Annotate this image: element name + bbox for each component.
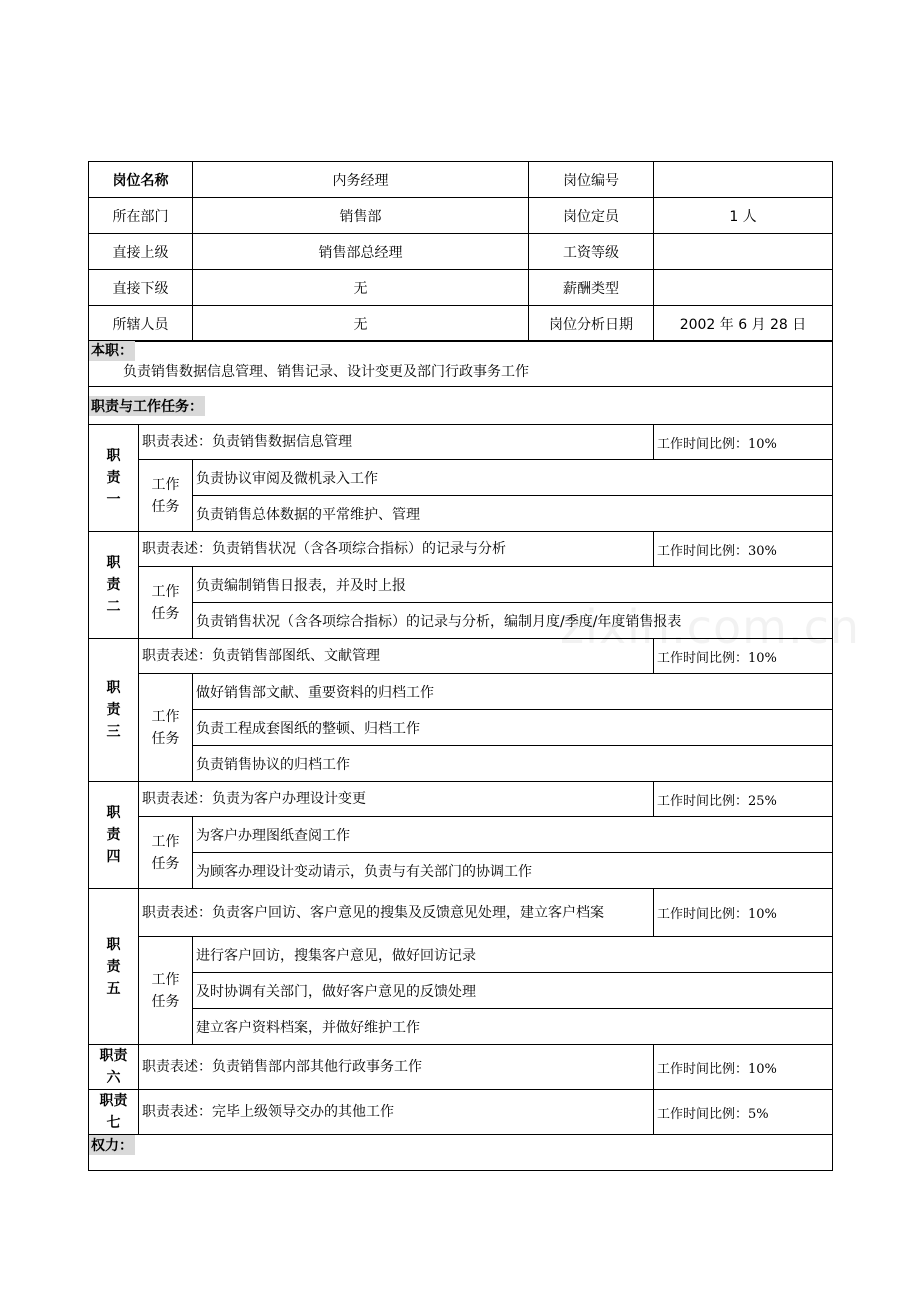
- info-row: [89, 198, 833, 234]
- benzhi-text: 负责销售数据信息管理、销售记录、设计变更及部门行政事务工作: [123, 364, 529, 380]
- task-item: 及时协调有关部门，做好客户意见的反馈处理: [193, 973, 833, 1009]
- task-row: [89, 853, 833, 889]
- task-header: 工作 任务: [139, 817, 193, 889]
- task-item: 负责协议审阅及微机录入工作: [193, 460, 833, 496]
- info-row: [89, 270, 833, 306]
- info-value: 无: [193, 306, 529, 342]
- task-header: 工作 任务: [139, 937, 193, 1045]
- info-value: 无: [193, 270, 529, 306]
- task-item: 负责工程成套图纸的整顿、归档工作: [193, 710, 833, 746]
- duty-desc-row: [89, 639, 833, 674]
- task-row: [89, 567, 833, 603]
- info-value-2: [654, 162, 833, 198]
- duty-description: 职责表述：负责销售部内部其他行政事务工作: [139, 1045, 654, 1090]
- duty-label: 职责 六: [89, 1045, 139, 1090]
- task-row: [89, 1009, 833, 1045]
- duty-label: 职责 七: [89, 1090, 139, 1135]
- duty-description: 职责表述：完毕上级领导交办的其他工作: [139, 1090, 654, 1135]
- info-label: 所辖人员: [89, 306, 193, 342]
- task-row: [89, 674, 833, 710]
- task-item: 负责编制销售日报表，并及时上报: [193, 567, 833, 603]
- info-value-2: [654, 234, 833, 270]
- time-ratio: 工作时间比例：10%: [654, 1045, 833, 1090]
- duty-label: 职 责 五: [89, 889, 139, 1045]
- info-value: 销售部: [193, 198, 529, 234]
- task-item: 做好销售部文献、重要资料的归档工作: [193, 674, 833, 710]
- info-row: [89, 162, 833, 198]
- task-row: [89, 746, 833, 782]
- duties-header-row: [89, 387, 833, 425]
- task-header: 工作 任务: [139, 460, 193, 532]
- duties-header-cell: [89, 387, 833, 425]
- time-ratio: 工作时间比例：10%: [654, 889, 833, 937]
- task-item: 负责销售状况（含各项综合指标）的记录与分析，编制月度/季度/年度销售报表: [193, 603, 833, 639]
- task-item: 为顾客办理设计变动请示，负责与有关部门的协调工作: [193, 853, 833, 889]
- duty-label: 职 责 二: [89, 532, 139, 639]
- info-value: 销售部总经理: [193, 234, 529, 270]
- task-row: [89, 937, 833, 973]
- time-ratio: 工作时间比例：25%: [654, 782, 833, 817]
- task-row: [89, 973, 833, 1009]
- time-ratio: 工作时间比例：30%: [654, 532, 833, 567]
- time-ratio: 工作时间比例：10%: [654, 425, 833, 460]
- duty-desc-row: [89, 532, 833, 567]
- info-label-2: 岗位定员: [529, 198, 654, 234]
- duty-description: 职责表述：负责为客户办理设计变更: [139, 782, 654, 817]
- task-header: 工作 任务: [139, 674, 193, 782]
- quanli-row: [89, 1135, 833, 1171]
- duties-table: [88, 340, 833, 1171]
- time-ratio: 工作时间比例：10%: [654, 639, 833, 674]
- info-row: [89, 234, 833, 270]
- duty-desc-row: [89, 425, 833, 460]
- task-item: 为客户办理图纸查阅工作: [193, 817, 833, 853]
- task-row: [89, 603, 833, 639]
- duty-label: 职 责 一: [89, 425, 139, 532]
- task-item: 建立客户资料档案，并做好维护工作: [193, 1009, 833, 1045]
- quanli-label: 权力：: [89, 1135, 135, 1155]
- duty-description: 职责表述：负责销售数据信息管理: [139, 425, 654, 460]
- info-label: 所在部门: [89, 198, 193, 234]
- watermark: zixin.com.cn: [560, 600, 861, 654]
- duty-label: 职 责 三: [89, 639, 139, 782]
- task-row: [89, 496, 833, 532]
- task-row: [89, 710, 833, 746]
- info-row: [89, 306, 833, 342]
- duty-description: 职责表述：负责销售状况（含各项综合指标）的记录与分析: [139, 532, 654, 567]
- task-row: [89, 817, 833, 853]
- task-item: 负责销售协议的归档工作: [193, 746, 833, 782]
- job-info-table: [88, 161, 833, 342]
- info-label: 岗位名称: [89, 162, 193, 198]
- info-value-2: [654, 270, 833, 306]
- duties-header: 职责与工作任务：: [89, 396, 205, 416]
- info-label-2: 岗位分析日期: [529, 306, 654, 342]
- time-ratio: 工作时间比例：5%: [654, 1090, 833, 1135]
- task-header: 工作 任务: [139, 567, 193, 639]
- task-item: 进行客户回访，搜集客户意见，做好回访记录: [193, 937, 833, 973]
- benzhi-label: 本职：: [91, 343, 133, 359]
- info-value-2: 1 人: [654, 198, 833, 234]
- task-item: 负责销售总体数据的平常维护、管理: [193, 496, 833, 532]
- info-label-2: 岗位编号: [529, 162, 654, 198]
- info-value-2: 2002 年 6 月 28 日: [654, 306, 833, 342]
- duty-label: 职 责 四: [89, 782, 139, 889]
- info-label: 直接下级: [89, 270, 193, 306]
- duty-desc-row: [89, 889, 833, 937]
- info-label-2: 工资等级: [529, 234, 654, 270]
- quanli-cell: [89, 1135, 833, 1171]
- info-label-2: 薪酬类型: [529, 270, 654, 306]
- duty-desc-row: [89, 1090, 833, 1135]
- info-label: 直接上级: [89, 234, 193, 270]
- benzhi-row: [89, 341, 833, 387]
- benzhi-cell: [89, 341, 833, 387]
- duty-description: 职责表述：负责销售部图纸、文献管理: [139, 639, 654, 674]
- duty-desc-row: [89, 1045, 833, 1090]
- info-value: 内务经理: [193, 162, 529, 198]
- duty-desc-row: [89, 782, 833, 817]
- duty-description: 职责表述：负责客户回访、客户意见的搜集及反馈意见处理，建立客户档案: [139, 889, 654, 937]
- job-info-body: [89, 162, 833, 342]
- duties-body: [89, 341, 833, 1171]
- task-row: [89, 460, 833, 496]
